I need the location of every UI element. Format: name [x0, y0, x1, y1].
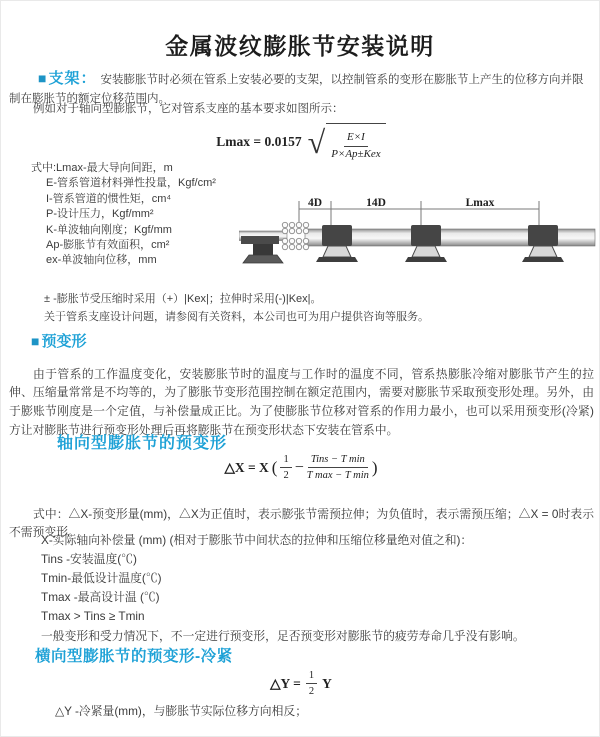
general-note: 一般变形和受力情况下，不一定进行预变形，足否预变形对膨胀节的疲劳寿命几乎没有影响。 — [41, 629, 525, 643]
consult-note: 关于管系支座设计问题，请参阅有关资料，本公司也可为用户提供咨询等服务。 — [44, 311, 429, 323]
x-definition: X-实际轴向补偿量 (mm) (相对于膨胀节中间状态的拉伸和压缩位移量绝对值之和)： — [41, 533, 473, 547]
section-square-icon: ■ — [31, 333, 40, 349]
pipe-guide-support — [316, 225, 358, 262]
dimension-label-4d: 4D — [307, 197, 323, 209]
formula-dy-rhs: Y — [322, 675, 332, 691]
support-intro-text: 安装膨胀节时必须在管系上安装必要的支架，以控制管系的变形在膨胀节上产生的位移方向并限制在膨胀节的额定位移范围内。 — [9, 73, 584, 105]
section-heading-predeform — [31, 330, 86, 351]
axial-formula-note: 式中：△X-预变形量(mm)，△X为正值时，表示膨张节需预拉伸；为负值时，表示需预压缩；△X = 0时表示不需预变形。 — [9, 506, 594, 540]
pipe-guide-support — [522, 225, 564, 262]
close-paren: ) — [371, 457, 378, 477]
formula-delta-y — [1, 669, 600, 698]
formula-delta-x — [1, 453, 600, 482]
temp-definition-item: Tmin-最低设计温度(℃) — [41, 571, 162, 585]
definition-item: ex-单波轴向位移，mm — [46, 254, 157, 267]
support-example-line: 例如对于轴向型膨胀节，它对管系支座的基本要求如图所示： — [33, 103, 344, 115]
temperature-definition-list — [41, 550, 162, 626]
one-half-fraction: $\frac{1}{2}$ — [306, 669, 317, 698]
definition-item: K-单波轴向刚度；Kgf/mm — [46, 223, 172, 236]
temperature-fraction — [307, 453, 369, 482]
formula-dx-numerator: Tins − T min — [308, 453, 368, 468]
temp-definition-item: Tmax -最高设计温 (℃) — [41, 590, 160, 604]
definition-item: E-管系管道材料弹性投量，Kgf/cm² — [46, 177, 216, 190]
formula-lmax-lhs: Lmax = 0.0157 — [216, 134, 302, 150]
section-square-icon: ■ — [38, 69, 47, 86]
pipe-guide-support — [405, 225, 447, 262]
predeform-paragraph: 由于管系的工作温度变化，安装膨胀节时的温度与工作时的温度不同，管系热膨胀冷缩对膨胀节产生的拉伸、压缩量常常是不均等的，为了膨胀节变形范围控制在额定范围内，需要对膨胀节采取预变形处理。另外，由于膨账节刚度是一个定值，与补偿量成正比。为了使膨胀节位移对管系的作用力最小，也可以采用预变形(冷紧)方让对膨胀节进行预变形处理后再将膨胀节在预变形状态下安装在管系中。 — [9, 366, 594, 437]
formula-dx-lhs: △X = X — [224, 459, 269, 475]
predeform-heading-text: 预变形 — [41, 333, 87, 350]
formula-lmax-fraction — [331, 131, 381, 162]
temp-definition-item: Tmax > Tins ≥ Tmin — [41, 609, 145, 623]
lateral-formula-note: △Y -冷紧量(mm)，与膨胀节实际位移方向相反； — [55, 704, 307, 718]
definition-item: I-管系管道的惯性矩，cm⁴ — [46, 192, 172, 205]
temp-definition-item: Tins -安装温度(℃) — [41, 552, 137, 566]
formula-lmax-denominator: P×Ap±Kex — [331, 147, 381, 160]
definition-item: 式中:Lmax-最大导向间距，m — [31, 162, 173, 174]
sqrt-symbol: √ — [307, 123, 326, 160]
page-title: 金属波纹膨胀节安装说明 — [165, 33, 435, 60]
one-half-fraction: $\frac{1}{2}$ — [280, 453, 291, 482]
formula-lmax — [1, 123, 600, 162]
dimension-lines — [299, 201, 539, 229]
formula-lmax-numerator: E×I — [344, 131, 368, 147]
dimension-label-lmax: Lmax — [465, 197, 495, 209]
support-section-label: 支架： — [48, 69, 97, 87]
variable-definition-list — [31, 161, 216, 269]
formula-dx-denominator: T max − T min — [306, 470, 369, 482]
pipe-anchor-support — [241, 236, 283, 263]
formula-dy-lhs: △Y = — [270, 675, 301, 691]
section-heading-lateral: 横向型膨胀节的预变形-冷紧 — [35, 648, 233, 665]
definition-item: P-设计压力，Kgf/mm² — [46, 208, 154, 221]
open-paren: ( — [271, 457, 278, 477]
section-heading-axial: 轴向型膨胀节的预变形 — [57, 435, 228, 452]
dimension-label-14d: 14D — [366, 197, 386, 209]
minus-sign: − — [294, 458, 304, 476]
definition-item: Ap-膨胀节有效面积，cm² — [46, 239, 170, 252]
plus-minus-note: ± -膨胀节受压缩时采用（+）|Kex|；拉伸时采用(-)|Kex|。 — [44, 293, 322, 305]
pipe-support-diagram — [239, 194, 599, 269]
